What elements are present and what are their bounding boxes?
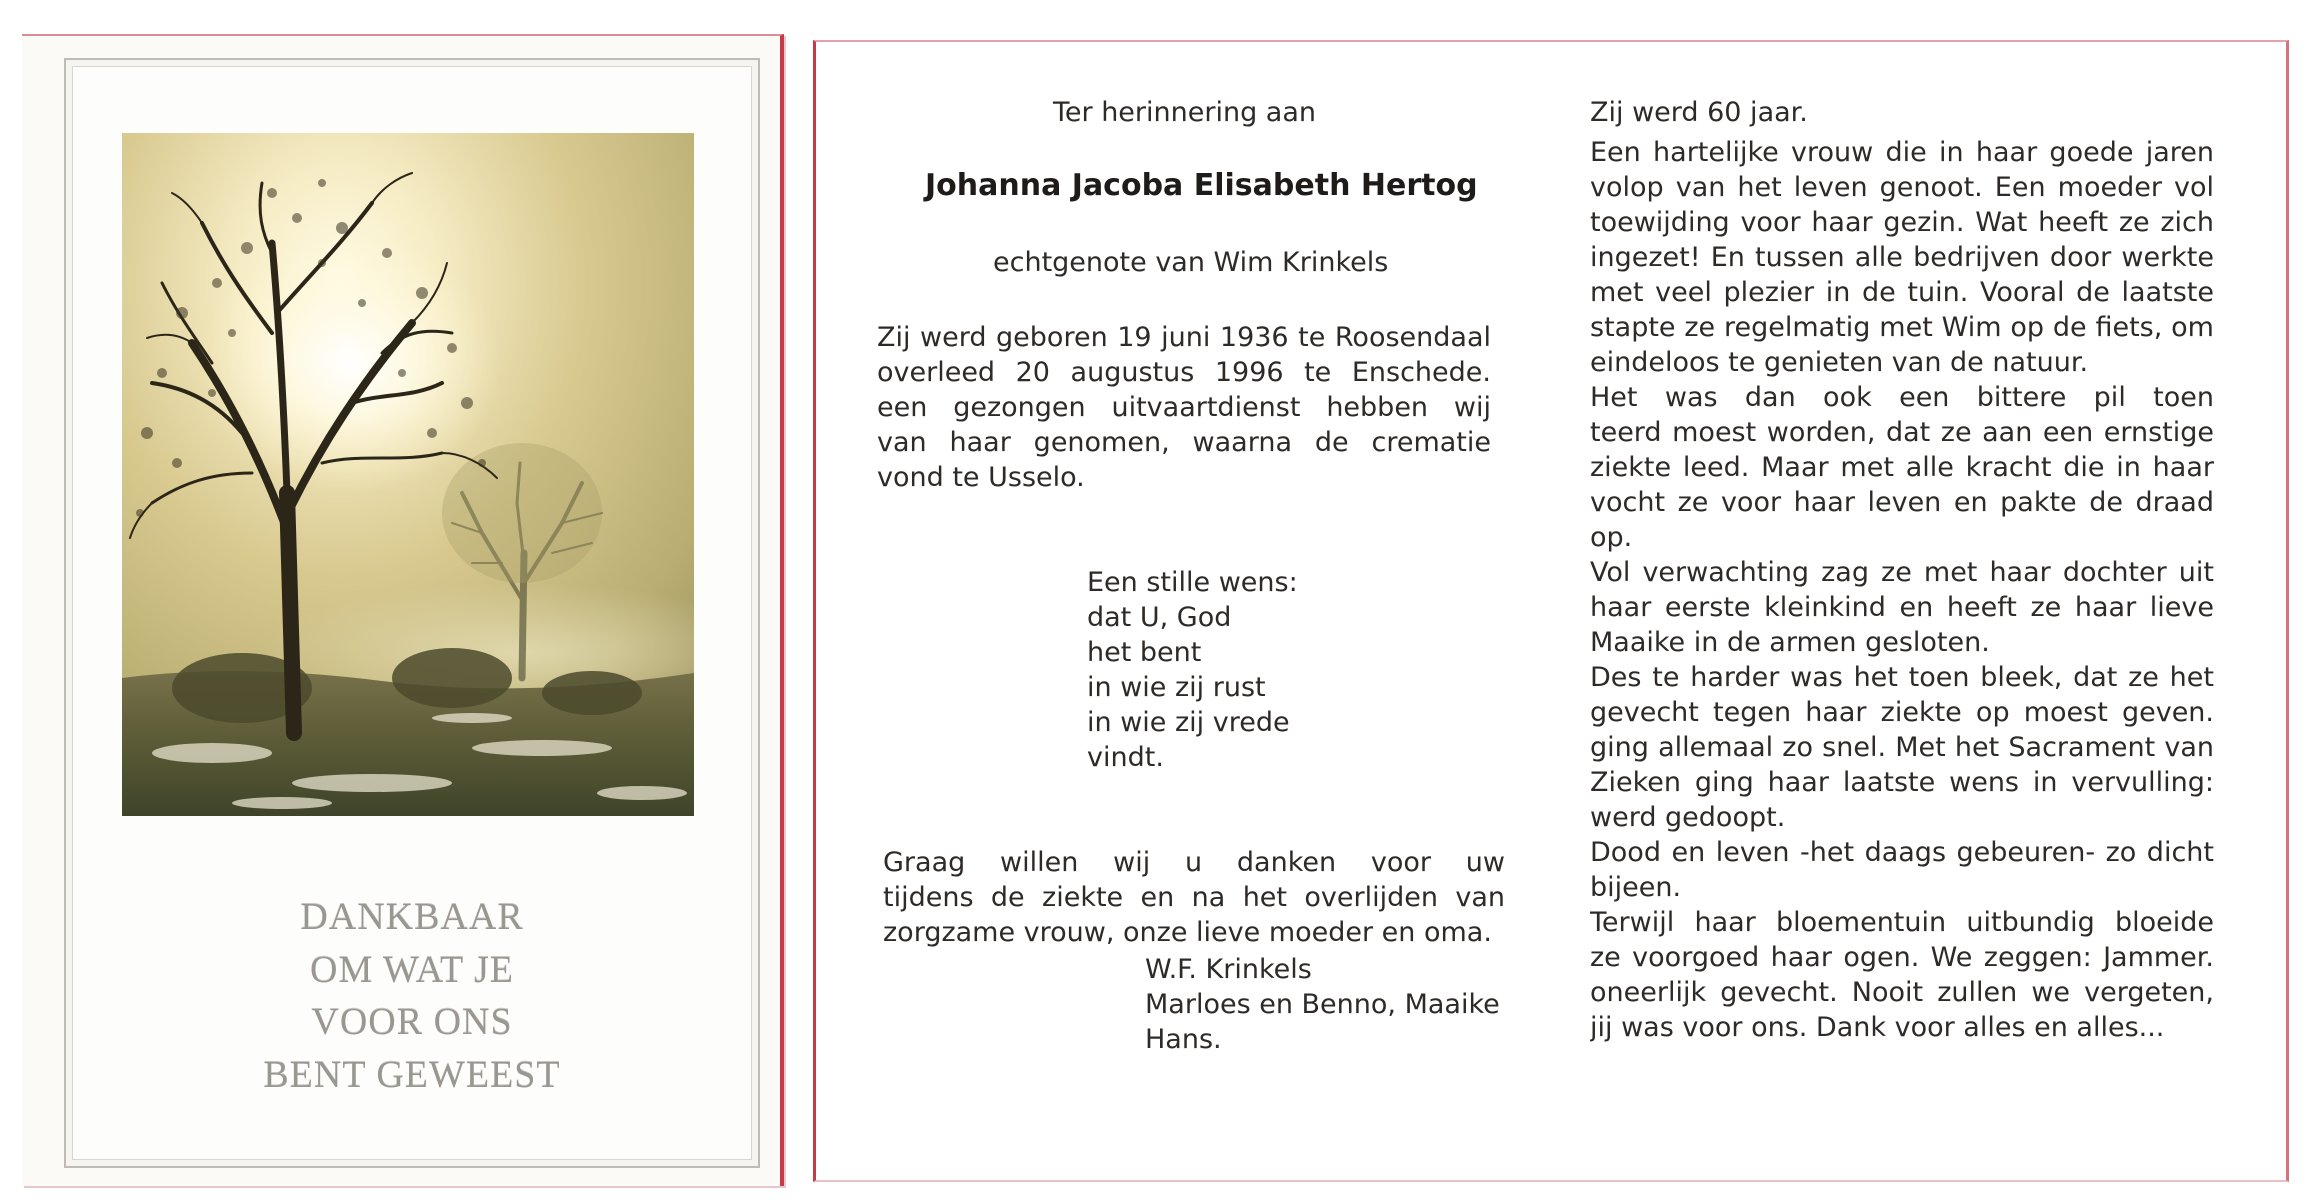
- poem-line: vindt.: [1087, 742, 1164, 773]
- story-line: op.: [1590, 522, 1633, 553]
- story-line: teerd moest worden, dat ze aan een ernstige: [1590, 417, 2214, 448]
- story-line: met veel plezier in de tuin. Vooral de laatste: [1590, 277, 2214, 308]
- story-line: toewijding voor haar gezin. Wat heeft ze zich: [1590, 207, 2214, 238]
- bio-line: Zij werd geboren 19 juni 1936 te Roosendaal: [877, 322, 1491, 353]
- signature-line: Hans.: [1145, 1024, 1222, 1055]
- cover-line-2: OM WAT JE: [310, 949, 514, 991]
- tree-photo: [122, 133, 694, 816]
- poem-line: in wie zij rust: [1087, 672, 1266, 703]
- story-line: Dood en leven -het daags gebeuren- zo dicht: [1590, 837, 2214, 868]
- life-story: [1590, 135, 2214, 1045]
- poem: [1087, 565, 1298, 775]
- age-line: Zij werd 60 jaar.: [1590, 97, 1808, 128]
- thanks-line: zorgzame vrouw, onze lieve moeder en oma.: [883, 917, 1492, 948]
- story-line: haar eerste kleinkind en heeft ze haar lieve: [1590, 592, 2214, 623]
- story-line: Een hartelijke vrouw die in haar goede jaren: [1590, 137, 2214, 168]
- front-cover-card: [22, 34, 784, 1186]
- poem-line: in wie zij vrede: [1087, 707, 1290, 738]
- story-line: gevecht tegen haar ziekte op moest geven.: [1590, 697, 2214, 728]
- cover-line-1: DANKBAAR: [300, 896, 524, 938]
- bio-paragraph: [877, 320, 1491, 495]
- story-line: vocht ze voor haar leven en pakte de draad: [1590, 487, 2214, 518]
- tree-image: [122, 133, 694, 816]
- story-line: Maaike in de armen gesloten.: [1590, 627, 1990, 658]
- story-line: volop van het leven genoot. Een moeder vol: [1590, 172, 2214, 203]
- story-line: ingezet! En tussen alle bedrijven door werkte: [1590, 242, 2214, 273]
- story-line: oneerlijk gevecht. Nooit zullen we vergeten,: [1590, 977, 2214, 1008]
- story-line: ze voorgoed haar ogen. We zeggen: Jammer.: [1590, 942, 2214, 973]
- story-line: stapte ze regelmatig met Wim op de fiets, om: [1590, 312, 2214, 343]
- thanks-line: tijdens de ziekte en na het overlijden van: [883, 882, 1505, 913]
- story-line: eindeloos te genieten van de natuur.: [1590, 347, 2089, 378]
- thanks-line: Graag willen wij u danken voor uw: [883, 847, 1505, 878]
- bio-line: een gezongen uitvaartdienst hebben wij: [877, 392, 1491, 423]
- poem-line: dat U, God: [1087, 602, 1232, 633]
- story-line: werd gedoopt.: [1590, 802, 1786, 833]
- story-line: ziekte leed. Maar met alle kracht die in haar: [1590, 452, 2214, 483]
- cover-line-4: BENT GEWEEST: [263, 1054, 561, 1096]
- thanks-paragraph: [883, 845, 1505, 950]
- story-line: Terwijl haar bloementuin uitbundig bloeide: [1590, 907, 2214, 938]
- intro-line: Ter herinnering aan: [1053, 97, 1316, 128]
- story-line: bijeen.: [1590, 872, 1682, 903]
- signatures: [1145, 952, 1500, 1057]
- poem-line: het bent: [1087, 637, 1202, 668]
- poem-line: Een stille wens:: [1087, 567, 1298, 598]
- story-line: Des te harder was het toen bleek, dat ze het: [1590, 662, 2214, 693]
- story-line: Vol verwachting zag ze met haar dochter uit: [1590, 557, 2214, 588]
- bio-line: vond te Usselo.: [877, 462, 1085, 493]
- bio-line: overleed 20 augustus 1996 te Enschede.: [877, 357, 1491, 388]
- story-line: Zieken ging haar laatste wens in vervulling:: [1590, 767, 2214, 798]
- story-line: Het was dan ook een bittere pil toen: [1590, 382, 2214, 413]
- cover-frame: [64, 58, 760, 1168]
- deceased-name: Johanna Jacoba Elisabeth Hertog: [925, 168, 1478, 203]
- story-line: ging allemaal zo snel. Met het Sacrament van: [1590, 732, 2214, 763]
- spouse-line: echtgenote van Wim Krinkels: [993, 247, 1389, 278]
- signature-line: W.F. Krinkels: [1145, 954, 1312, 985]
- cover-line-3: VOOR ONS: [311, 1001, 513, 1043]
- story-line: jij was voor ons. Dank voor alles en alles...: [1590, 1012, 2165, 1043]
- bio-line: van haar genomen, waarna de crematie: [877, 427, 1491, 458]
- signature-line: Marloes en Benno, Maaike: [1145, 989, 1500, 1020]
